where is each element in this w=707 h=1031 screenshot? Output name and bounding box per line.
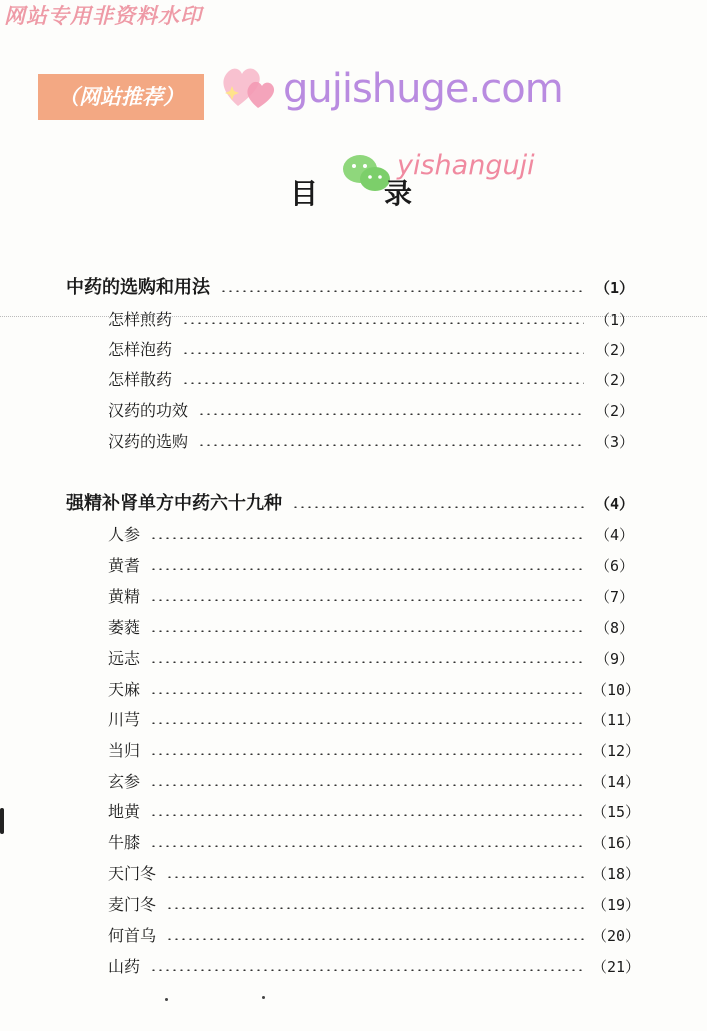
toc-entry (108, 800, 641, 824)
toc-entry (108, 678, 641, 702)
dot-leader (150, 568, 584, 570)
dot-leader (150, 537, 584, 539)
toc-page-number: （11） (592, 711, 641, 729)
dot-leader (182, 382, 584, 384)
dot-leader (198, 413, 584, 415)
toc-entry-label: 怎样散药 (108, 370, 173, 389)
toc-page-number: （21） (592, 958, 641, 976)
watermark-handle: yishanguji (397, 150, 535, 181)
toc-section-title: 中药的选购和用法 (66, 277, 210, 298)
toc-entry (108, 523, 634, 547)
dot-leader (150, 599, 584, 601)
toc-entry (108, 399, 634, 423)
dot-leader (150, 814, 584, 816)
toc-entry (108, 893, 641, 917)
watermark-top-text: 网站专用非资料水印 (4, 4, 202, 28)
toc-entry-label: 怎样泡药 (108, 340, 173, 359)
toc-entry (108, 770, 641, 794)
toc-entry-label: 汉药的选购 (108, 432, 189, 451)
toc-entry-label: 川芎 (108, 710, 141, 729)
toc-page-number: （2） (594, 402, 634, 420)
dot-leader (150, 753, 584, 755)
dot-leader (166, 876, 584, 878)
hearts-icon (218, 56, 280, 116)
dot-leader (150, 661, 584, 663)
toc-page-number: （7） (594, 588, 634, 606)
toc-entry-label: 黄耆 (108, 556, 141, 575)
toc-page-number: （16） (592, 834, 641, 852)
toc-page-number: （6） (594, 557, 634, 575)
scan-artifact-mark (0, 808, 4, 834)
toc-page-number: （4） (594, 495, 634, 513)
toc-page-number: （15） (592, 803, 641, 821)
toc-entry (108, 585, 634, 609)
toc-entry-label: 麦门冬 (108, 895, 157, 914)
toc-entry-label: 黄精 (108, 587, 141, 606)
toc-entry (108, 338, 634, 362)
toc-entry (108, 831, 641, 855)
toc-page-number: （1） (594, 279, 634, 297)
dot-leader (198, 444, 584, 446)
dot-leader (150, 722, 584, 724)
toc-entry-label: 当归 (108, 741, 141, 760)
toc-entry (108, 708, 641, 732)
page-title: 目录 (290, 177, 479, 210)
toc-entry-label: 人参 (108, 525, 141, 544)
toc-entry-label: 玄参 (108, 772, 141, 791)
toc-page-number: （19） (592, 896, 641, 914)
toc-entry (108, 368, 634, 392)
toc-page-number: （20） (592, 927, 641, 945)
toc-entry (108, 955, 641, 979)
toc-entry-label: 地黄 (108, 802, 141, 821)
toc-page-number: （2） (594, 341, 634, 359)
toc-page-number: （9） (594, 650, 634, 668)
toc-page-number: （1） (594, 311, 634, 329)
toc-entry-label: 山药 (108, 957, 141, 976)
dot-leader (220, 290, 584, 292)
toc-entry (108, 924, 641, 948)
dot-leader (182, 352, 584, 354)
dot-leader (150, 630, 584, 632)
toc-entry-label: 牛膝 (108, 833, 141, 852)
toc-page-number: （8） (594, 619, 634, 637)
scan-speck (165, 998, 168, 1001)
toc-entry-label: 怎样煎药 (108, 310, 173, 329)
toc-page-number: （14） (592, 773, 641, 791)
dot-leader (182, 322, 584, 324)
toc-entry-label: 远志 (108, 649, 141, 668)
dot-leader (150, 969, 584, 971)
toc-page-number: （10） (592, 681, 641, 699)
dot-leader (150, 845, 584, 847)
scan-speck (262, 996, 265, 999)
toc-entry (108, 616, 634, 640)
toc-page-number: （3） (594, 433, 634, 451)
toc-entry-label: 天麻 (108, 680, 141, 699)
toc-entry (108, 554, 634, 578)
toc-entry (108, 647, 634, 671)
toc-section-title: 强精补肾单方中药六十九种 (66, 493, 282, 514)
watermark-site: gujishuge.com (283, 66, 563, 112)
toc-entry (108, 308, 634, 332)
toc-entry-label: 何首乌 (108, 926, 157, 945)
dot-leader (150, 692, 584, 694)
toc-entry (108, 862, 641, 886)
toc-entry-label: 天门冬 (108, 864, 157, 883)
toc-entry (108, 739, 641, 763)
dot-leader (150, 784, 584, 786)
toc-section (66, 276, 634, 300)
toc-entry (108, 430, 634, 454)
toc-section (66, 492, 634, 516)
toc-entry-label: 汉药的功效 (108, 401, 189, 420)
toc-page-number: （2） (594, 371, 634, 389)
toc-page-number: （12） (592, 742, 641, 760)
dot-leader (292, 506, 584, 508)
toc-page-number: （4） (594, 526, 634, 544)
toc-entry-label: 萎蕤 (108, 618, 141, 637)
dot-leader (166, 907, 584, 909)
watermark-badge: （网站推荐） (38, 74, 204, 120)
toc-page-number: （18） (592, 865, 641, 883)
dot-leader (166, 938, 584, 940)
